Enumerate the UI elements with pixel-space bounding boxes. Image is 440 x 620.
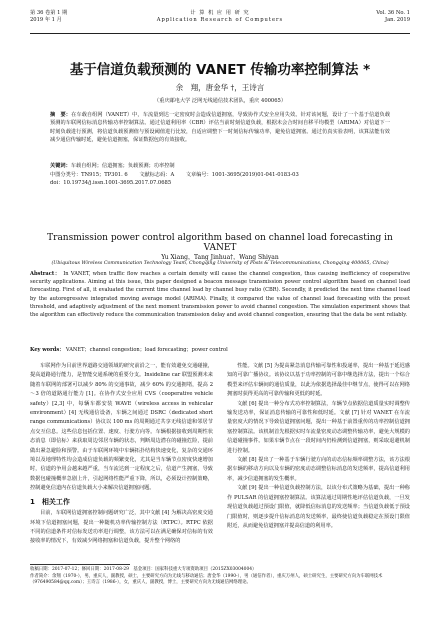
paper-title-en: Transmission power control algorithm based on channel load forecasting in VANET	[47, 233, 393, 253]
keywords-en-text: VANET；channel congestion；load forecasting；power control	[65, 347, 228, 353]
keywords-cn	[50, 162, 390, 170]
affiliation-en: (Ubiquitous Wireless Communication Technology Team, Chongqing University of Posts & Telecommunications, Chongqing 400065, China)	[51, 261, 389, 266]
article-number: 文章编号：1001-3695(2019)01-041-0183-03	[185, 172, 299, 178]
related-work-paragraph: 目前，车联网信道拥塞控制问题研究广泛，其中文献 [4] 为解决高密度交通环境下信道拥塞问题，提出一种随机功率传输控制方法（RTPC）。RTPC 依据不同的信道条件对信标发送功率进行调整，该方法可以在满足确保对信标的有效接收率的情况下，有效减少网络拥塞和信道负载，提升整个网络的	[30, 510, 213, 545]
keywords-en-label: Key words：	[30, 347, 65, 353]
keywords-cn-label: 关键词：	[50, 163, 71, 169]
running-header	[30, 10, 410, 32]
body-column-left	[30, 362, 213, 560]
abstract-cn	[50, 111, 390, 161]
right-paragraph-1: 性能。文献 [5] 为提高紧急消息传输可靠性和投递率，提出一种基于延迟感知的可靠广播协议。该协议以基于功率控制的可靠中继选择方法，提出一个综合模型来评估车辆间的通信质量，以此为依据选择最佳中继节点，使得可以在网络拥塞时获得更高的可靠传输和更低的时延。	[227, 363, 410, 398]
paper-title-cn: 基于信道负载预测的 VANET 传输功率控制算法 *	[69, 62, 371, 78]
section-heading-related-work: 1 相关工作	[30, 497, 70, 506]
right-paragraph-2: 文献 [6] 提出一种分布式功率控制算法，车辆节点依据信道质量实时调整传输发送功率，保证消息传输的可靠性和低时延。文献 [7] 针对 VANET 在车流量密度大的情况下导致信道拥塞问题，提出一种基于前置重传的功率控制信道拥塞控制算法。该机制首先根据实时车流量密度动态调整传输功率，避免大规模的信道碰撞事件。如果车辆节点在一段时间内仍检测到信道拥塞，则采取退避机制进行控制。	[227, 400, 410, 454]
intro-paragraph: 车联网作为目前世界道路交通领域的研究前沿之一，能有效避免交通碰撞，提高道路通行能力，是智能交通系统的重要分支。Insideline car 联盟预测未来随着车联网的部署可以减少 80% 的交通事故，减少 60% 的交通拥堵，提高 2～3 倍的道路通行能力 [1]。在协作式安全应用 CVS（cooperative vehicle safety）[2,3] 中，每辆车都安装 WAVE（wireless access in vehicular environment）[4] 无线通信设备，车辆之间通过 DSRC（dedicated short range communications）协议以 100 ms 的周期通过共享无线信道和邻居节点交互信息。这些信息包括位置、速度、行驶方向等。车辆根据接收到周期性状态消息（即信标）来获取周边邻居车辆的状态，判断周边潜在的碰撞危险，提前做出紧急避险和预警。由于车联网环境中车辆拓扑结构快速变化，复杂的交通环境以及地理特性均会造成信道负载的频繁变化，尤其是当车辆节点密度快速增加时，信道的争用会越来越严重，当车流达到一定程度之后，信道产生拥塞，导致数据包碰撞概率急剧上升，引起网络性能严重下降，所以，必须设计控制策略，控制避免信道内在信道负载大小来解决信道拥塞问题。	[30, 363, 213, 492]
affiliation-cn: （重庆邮电大学 泛网无线通信技术团队，重庆 400065）	[153, 98, 287, 104]
right-paragraph-3: 文献 [8] 提出了一种基于车辆行驶方向的动态信标频率调整方法，该方法根据车辆的移动方向以及车辆的密度动态调整信标消息的发送频率，提高信道利用率，减少信道拥塞的发生概率。	[227, 457, 410, 482]
document-code: 文献标志码：A	[139, 172, 175, 178]
abstract-cn-label: 摘 要：	[50, 112, 72, 118]
abstract-en-text: In VANET, when traffic flow reaches a certain density will cause the channel congestion, thus causing inefficiency of cooperative security applications. Aiming at this issue, this paper designed a beacon message transmission power control algorithm based on channel load forecasting. First of all, it evaluated the current time channel load by channel busy ratio (CBR). Secondly, it predicted the next time channel load by the autoregressive integrated moving average model (ARIMA). Finally, it compared the value of channel load forecasting with the preset threshold, and adaptively adjustment of the next moment transmission power to avoid channel congestion. The simulation experiment shows that the algorithm can effectively reduce the communication transmission delay and avoid channel congestion, ensuring that the data be sent reliably.	[30, 271, 411, 319]
header-volume-en: Vol. 36 No. 1 Jan. 2019	[376, 10, 410, 23]
doi: doi：10.19734/j.issn.1001-3695.2017.07.0685	[50, 180, 172, 186]
footnote-rule	[30, 564, 130, 565]
body-column-right	[227, 362, 410, 560]
clc-number: 中图分类号：TN915；TP301. 6	[50, 172, 128, 178]
keywords-cn-text: 车载自组网；信道拥塞；负载预测；功率控制	[70, 163, 175, 169]
right-paragraph-4: 文献 [9] 提出一种信道负载控制方法，以该分布式策略为基础，提出一种称作 PULSAR 的信道拥塞控制算法。该算法通过周期性地评估信道负载，一旦发现信道负载超过预设门限值，就降低信标消息的发送频率；当信道负载低于预设门限值时，则逐步提升信标消息的发送频率，最终使信道负载稳定在预设门限值附近，从而避免信道拥塞并提高信道的利用率。	[227, 485, 410, 529]
abstract-en-label: Abstract：	[30, 271, 61, 277]
keywords-en	[30, 346, 410, 354]
header-journal: 计 算 机 应 用 研 究 Application Research of Computers	[156, 10, 284, 23]
authors-en: Yu Xiang，Tang Jinhua†，Wang Shiyan	[161, 254, 279, 261]
header-rule	[30, 33, 410, 34]
authors-cn: 余 翔，唐金华 †，王诗言	[175, 83, 265, 92]
footnote: 收稿日期：2017-07-12；修回日期：2017-08-29 基金项目：国家科技重大专项资助项目（2015ZX03004004） 作者简介：余翔（1970-），男，重庆人，副教授，硕士，主要研究方向为无线与移动通信；唐金华（1990-），男（通信作者），重庆万州人，硕士研究生，主要研究方向为车联网技术（976490584@qq.com）；王诗言（1986-），女，重庆人，副教授，博士，主要研究方向为无线通信网络理论。	[30, 567, 383, 586]
header-volume: 第 36 卷第 1 期 2019 年 1 月	[30, 10, 68, 23]
abstract-cn-text: 在车载自组网（VANET）中，车流量到达一定密度时会造成信道拥塞，导致协作式安全应用失效。针对该问题，设计了一个基于信道负载预测的车联网信标消息传输功率控制算法。通过信道利用率（CBR）评估当前时刻信道负载，根据未会合时间自移平均模型（ARIMA）对信道下一时刻负载进行预测，将信道负载预测值与预设阈值进行比较，自适应调整下一时刻信标传输功率，避免信道拥塞。通过仿真实验表明，该算法能有效减少通信传输时延，避免信道拥塞，保证数据包的有效接收。	[50, 112, 390, 144]
